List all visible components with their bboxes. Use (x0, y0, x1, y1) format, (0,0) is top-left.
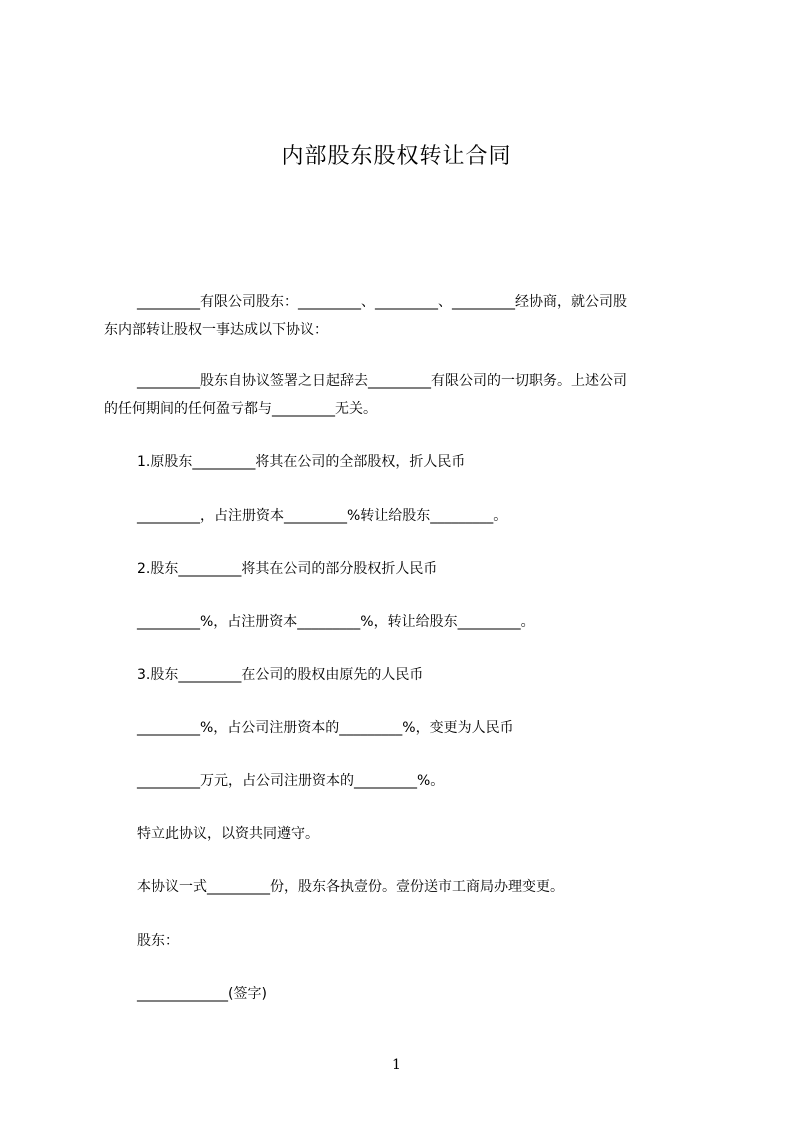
paragraph-intro-line-2: 东内部转让股权一事达成以下协议： (104, 322, 328, 338)
agreement-statement: 特立此协议，以资共同遵守。 (137, 826, 319, 842)
clause-2-line-2: _________%，占注册资本_________%，转让给股东_________。 (137, 614, 535, 630)
clause-3-line-3: _________万元，占公司注册资本的_________%。 (137, 773, 445, 789)
copies-statement: 本协议一式_________份，股东各执壹份。壹份送市工商局办理变更。 (137, 879, 564, 895)
signature-line: _____________(签字) (137, 986, 267, 1002)
clause-1-line-1: 1.原股东_________将其在公司的全部股权，折人民币 (137, 454, 466, 470)
paragraph-resign-line-2: 的任何期间的任何盈亏都与_________无关。 (104, 401, 377, 417)
clause-3-line-1: 3.股东_________在公司的股权由原先的人民币 (137, 667, 424, 683)
clause-3-line-2: _________%，占公司注册资本的_________%，变更为人民币 (137, 720, 514, 736)
page-number: 1 (392, 1057, 401, 1073)
clause-2-line-1: 2.股东_________将其在公司的部分股权折人民币 (137, 561, 438, 577)
paragraph-resign-line-1: _________股东自协议签署之日起辞去_________有限公司的一切职务。上述公司 (137, 373, 627, 389)
paragraph-intro-line-1: _________有限公司股东：_________、_________、_________经协商，就公司股 (137, 294, 627, 310)
shareholder-label: 股东： (137, 933, 179, 949)
clause-1-line-2: _________，占注册资本_________%转让给股东_________。 (137, 508, 508, 524)
document-title: 内部股东股权转让合同 (281, 144, 512, 169)
